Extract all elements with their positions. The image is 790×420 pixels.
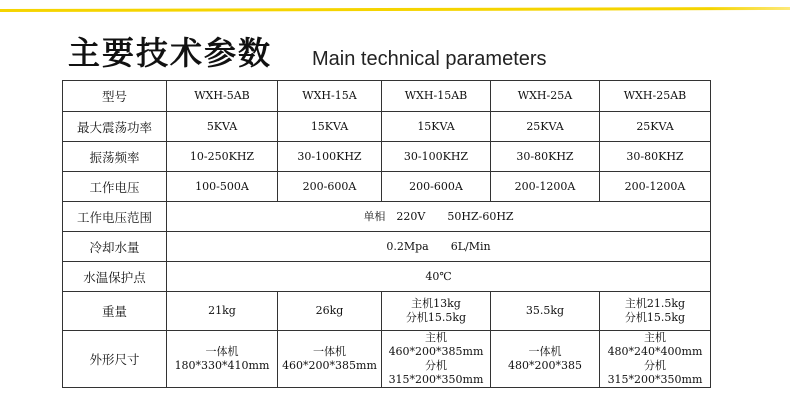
dimensions-line: 460*200*385mm <box>388 345 484 358</box>
dimensions-line: 主机 <box>425 331 447 344</box>
table-row-weight <box>63 292 711 331</box>
row-label-power: 最大震荡功率 <box>63 112 167 142</box>
row-label-cooling: 冷却水量 <box>63 232 167 262</box>
dimensions-line: 315*200*350mm <box>388 373 484 386</box>
weight-line: 35.5kg <box>525 304 565 317</box>
table-row-dimensions <box>63 331 711 388</box>
current-cell: 200-600A <box>278 172 382 202</box>
frequency-cell: 30-80KHZ <box>600 142 711 172</box>
weight-cell <box>167 292 278 331</box>
power-cell: 15KVA <box>382 112 491 142</box>
weight-line: 分机15.5kg <box>624 311 686 324</box>
dimensions-cell <box>167 331 278 388</box>
yellow-divider-line <box>0 8 790 11</box>
dimensions-line: 分机 <box>425 359 447 372</box>
table-row-power <box>63 112 711 142</box>
model-cell: WXH-5AB <box>167 81 278 112</box>
model-cell: WXH-25AB <box>600 81 711 112</box>
model-cell: WXH-25A <box>491 81 600 112</box>
dimensions-line: 一体机 <box>313 345 346 358</box>
frequency-cell: 30-100KHZ <box>382 142 491 172</box>
power-cell: 25KVA <box>491 112 600 142</box>
page-title-en: Main technical parameters <box>312 48 547 70</box>
dimensions-line: 480*240*400mm <box>607 345 703 358</box>
table-row-frequency <box>63 142 711 172</box>
weight-line: 21kg <box>208 304 236 317</box>
power-cell: 15KVA <box>278 112 382 142</box>
row-label-voltage-range: 工作电压范围 <box>63 202 167 232</box>
weight-line: 主机13kg <box>411 297 461 310</box>
dimensions-cell <box>382 331 491 388</box>
cooling-cell: 0.2Mpa 6L/Min <box>167 232 711 262</box>
current-cell: 100-500A <box>167 172 278 202</box>
row-label-model: 型号 <box>63 81 167 112</box>
row-label-current: 工作电压 <box>63 172 167 202</box>
dimensions-line: 180*330*410mm <box>174 359 270 372</box>
row-label-frequency: 振荡频率 <box>63 142 167 172</box>
table-row-model <box>63 81 711 112</box>
weight-line: 主机21.5kg <box>624 297 686 310</box>
page-title-cn: 主要技术参数 <box>68 34 273 72</box>
row-label-dimensions: 外形尺寸 <box>63 331 167 388</box>
dimensions-cell <box>491 331 600 388</box>
table-row-current <box>63 172 711 202</box>
current-cell: 200-600A <box>382 172 491 202</box>
dimensions-line: 480*200*385 <box>508 359 582 372</box>
power-cell: 5KVA <box>167 112 278 142</box>
dimensions-cell <box>600 331 711 388</box>
voltage-range-cell: 单相 220V 50HZ-60HZ <box>167 202 711 232</box>
weight-cell <box>600 292 711 331</box>
dimensions-line: 一体机 <box>205 345 239 358</box>
frequency-cell: 10-250KHZ <box>167 142 278 172</box>
technical-parameters-table <box>62 80 711 388</box>
model-cell: WXH-15A <box>278 81 382 112</box>
weight-cell <box>382 292 491 331</box>
weight-line: 分机15.5kg <box>405 311 467 324</box>
table-row-voltage-range <box>63 202 711 232</box>
table-row-temperature <box>63 262 711 292</box>
dimensions-line: 315*200*350mm <box>607 373 703 386</box>
power-cell: 25KVA <box>600 112 711 142</box>
current-cell: 200-1200A <box>491 172 600 202</box>
dimensions-line: 460*200*385mm <box>282 359 377 372</box>
dimensions-line: 分机 <box>644 359 666 372</box>
row-label-weight: 重量 <box>63 292 167 331</box>
weight-cell <box>491 292 600 331</box>
weight-line: 26kg <box>315 304 344 317</box>
frequency-cell: 30-80KHZ <box>491 142 600 172</box>
weight-cell <box>278 292 382 331</box>
temperature-cell: 40℃ <box>167 262 711 292</box>
table-row-cooling <box>63 232 711 262</box>
row-label-temperature: 水温保护点 <box>63 262 167 292</box>
dimensions-line: 一体机 <box>528 345 562 358</box>
current-cell: 200-1200A <box>600 172 711 202</box>
frequency-cell: 30-100KHZ <box>278 142 382 172</box>
dimensions-line: 主机 <box>644 331 666 344</box>
dimensions-cell <box>278 331 382 388</box>
model-cell: WXH-15AB <box>382 81 491 112</box>
